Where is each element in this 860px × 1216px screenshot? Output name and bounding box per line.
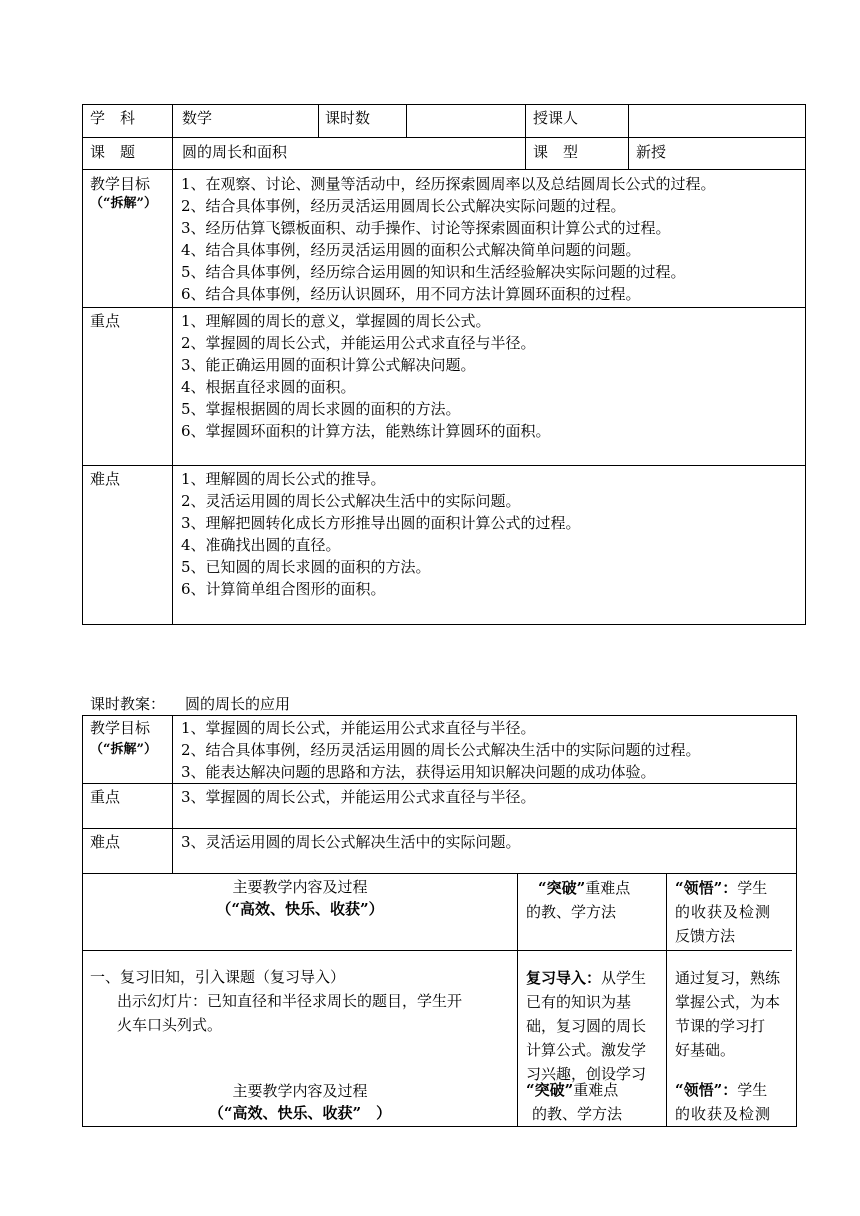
list-item: 6、计算简单组合图形的面积。 — [181, 580, 386, 598]
list-item: 1、在观察、讨论、测量等活动中，经历探索圆周率以及总结圆周长公式的过程。 — [181, 175, 716, 193]
key-point: 3、掌握圆的周长公式，并能运用公式求直径与半径。 — [181, 788, 536, 806]
table-border — [82, 104, 806, 105]
table-border — [82, 1126, 797, 1127]
list-item: 6、结合具体事例，经历认识圆环，用不同方法计算圆环面积的过程。 — [181, 285, 641, 303]
type-label: 课 型 — [533, 143, 579, 161]
teacher-label: 授课人 — [533, 109, 579, 127]
list-item: 3、经历估算飞镖板面积、动手操作、讨论等探索圆面积计算公式的过程。 — [181, 219, 671, 237]
column-title: 主要教学内容及过程 — [232, 1082, 368, 1100]
list-item: 2、结合具体事例，经历灵活运用圆的周长公式解决生活中的实际问题的过程。 — [181, 741, 701, 759]
table-border — [318, 104, 319, 137]
table-border — [82, 624, 806, 625]
list-item: 3、能正确运用圆的面积计算公式解决问题。 — [181, 356, 476, 374]
table-border — [82, 137, 806, 138]
column-title: 学生 — [737, 1081, 768, 1099]
list-item: 1、理解圆的周长的意义，掌握圆的周长公式。 — [181, 312, 491, 330]
hours-label: 课时数 — [325, 109, 371, 127]
column-title: 重难点 — [573, 1081, 619, 1099]
goals-sublabel: （“拆解”） — [90, 742, 157, 757]
column-title-emphasis: “突破” — [526, 1081, 574, 1099]
topic-label: 课 题 — [90, 143, 136, 161]
method-text: 从学生 — [601, 969, 647, 987]
repeated-method-header — [526, 1078, 666, 1126]
list-item: 4、结合具体事例，经历灵活运用圆的面积公式解决简单问题的问题。 — [181, 241, 641, 259]
table-border — [172, 715, 173, 874]
table-border — [82, 715, 83, 874]
list-item: 5、掌握根据圆的周长求圆的面积的方法。 — [181, 400, 461, 418]
column-title: 主要教学内容及过程 — [232, 878, 368, 896]
goals-label: 教学目标 — [90, 719, 151, 737]
subject-value: 数学 — [182, 109, 213, 127]
list-item: 3、理解把圆转化成长方形推导出圆的面积计算公式的过程。 — [181, 514, 581, 532]
method-column-header — [526, 876, 666, 924]
repeated-feedback-header — [675, 1078, 795, 1126]
list-item: 2、灵活运用圆的周长公式解决生活中的实际问题。 — [181, 492, 521, 510]
method-text: 习兴趣，创设学习 — [526, 1065, 647, 1083]
column-subtitle: （“高效、快乐、收获”） — [216, 900, 384, 918]
table-border — [796, 873, 797, 1127]
column-title-emphasis: “突破” — [538, 879, 586, 897]
type-value: 新授 — [636, 143, 667, 161]
lesson-title: 圆的周长的应用 — [185, 695, 291, 713]
feedback-column-header — [675, 876, 795, 948]
table-border — [525, 104, 526, 169]
subject-label: 学 科 — [90, 109, 136, 127]
method-text: 计算公式。激发学 — [526, 1041, 647, 1059]
table-border — [82, 950, 792, 951]
list-item: 3、能表达解决问题的思路和方法，获得运用知识解决问题的成功体验。 — [181, 763, 656, 781]
column-subtitle: （“高效、快乐、收获” ） — [208, 1104, 392, 1122]
column-title-emphasis: “领悟”： — [675, 1081, 738, 1099]
table-border — [82, 873, 797, 874]
feedback-text: 掌握公式，为本 — [675, 993, 781, 1011]
list-item: 4、准确找出圆的直径。 — [181, 536, 341, 554]
column-title: 学生 — [737, 879, 768, 897]
table-border — [628, 104, 629, 169]
list-item: 1、理解圆的周长公式的推导。 — [181, 470, 386, 488]
list-item: 5、已知圆的周长求圆的面积的方法。 — [181, 558, 431, 576]
table-border — [82, 307, 806, 308]
column-subtitle: 的收获及检测 — [675, 1105, 772, 1123]
table-border — [796, 715, 797, 874]
method-text: 已有的知识为基 — [526, 993, 632, 1011]
goals-label: 教学目标 — [90, 175, 151, 193]
topic-value: 圆的周长和面积 — [182, 143, 288, 161]
list-item: 2、掌握圆的周长公式，并能运用公式求直径与半径。 — [181, 334, 536, 352]
section-title: 一、复习旧知，引入课题（复习导入） — [90, 968, 346, 986]
feedback-text: 通过复习，熟练 — [675, 969, 781, 987]
list-item: 6、掌握圆环面积的计算方法，能熟练计算圆环的面积。 — [181, 422, 551, 440]
section-text: 火车口头列式。 — [117, 1016, 223, 1034]
feedback-text: 好基础。 — [675, 1041, 736, 1059]
lesson-label: 课时教案： — [90, 695, 166, 713]
method-cell — [526, 966, 664, 1086]
difficulty: 3、灵活运用圆的周长公式解决生活中的实际问题。 — [181, 833, 521, 851]
table-border — [517, 873, 518, 1127]
table-border — [82, 828, 797, 829]
goals-sublabel: （“拆解”） — [90, 196, 157, 211]
table-border — [82, 783, 797, 784]
list-item: 5、结合具体事例，经历综合运用圆的知识和生活经验解决实际问题的过程。 — [181, 263, 686, 281]
key-points-label: 重点 — [90, 788, 121, 806]
method-emphasis: 复习导入： — [526, 969, 602, 987]
table-border — [406, 104, 407, 137]
column-subtitle: 的收获及检测 — [675, 903, 772, 921]
table-border — [82, 104, 83, 625]
column-subtitle: 的教、学方法 — [526, 903, 617, 921]
feedback-text: 节课的学习打 — [675, 1017, 766, 1035]
table-border — [805, 104, 806, 625]
list-item: 1、掌握圆的周长公式，并能运用公式求直径与半径。 — [181, 719, 536, 737]
difficulties-label: 难点 — [90, 833, 121, 851]
list-item: 2、结合具体事例，经历灵活运用圆周长公式解决实际问题的过程。 — [181, 197, 626, 215]
process-column-header — [83, 876, 517, 920]
method-text: 础，复习圆的周长 — [526, 1017, 647, 1035]
column-title: 重难点 — [585, 879, 631, 897]
feedback-cell — [675, 966, 795, 1062]
column-title-emphasis: “领悟”： — [675, 879, 738, 897]
table-border — [82, 169, 806, 170]
repeated-process-header — [83, 1080, 517, 1124]
column-subtitle: 的教、学方法 — [532, 1105, 623, 1123]
list-item: 4、根据直径求圆的面积。 — [181, 378, 356, 396]
table-border — [82, 715, 797, 716]
difficulties-label: 难点 — [90, 470, 121, 488]
key-points-label: 重点 — [90, 312, 121, 330]
table-border — [172, 104, 173, 625]
column-subtitle: 反馈方法 — [675, 927, 736, 945]
table-border — [666, 873, 667, 1127]
table-border — [82, 465, 806, 466]
section-text: 出示幻灯片：已知直径和半径求周长的题目，学生开 — [117, 992, 463, 1010]
